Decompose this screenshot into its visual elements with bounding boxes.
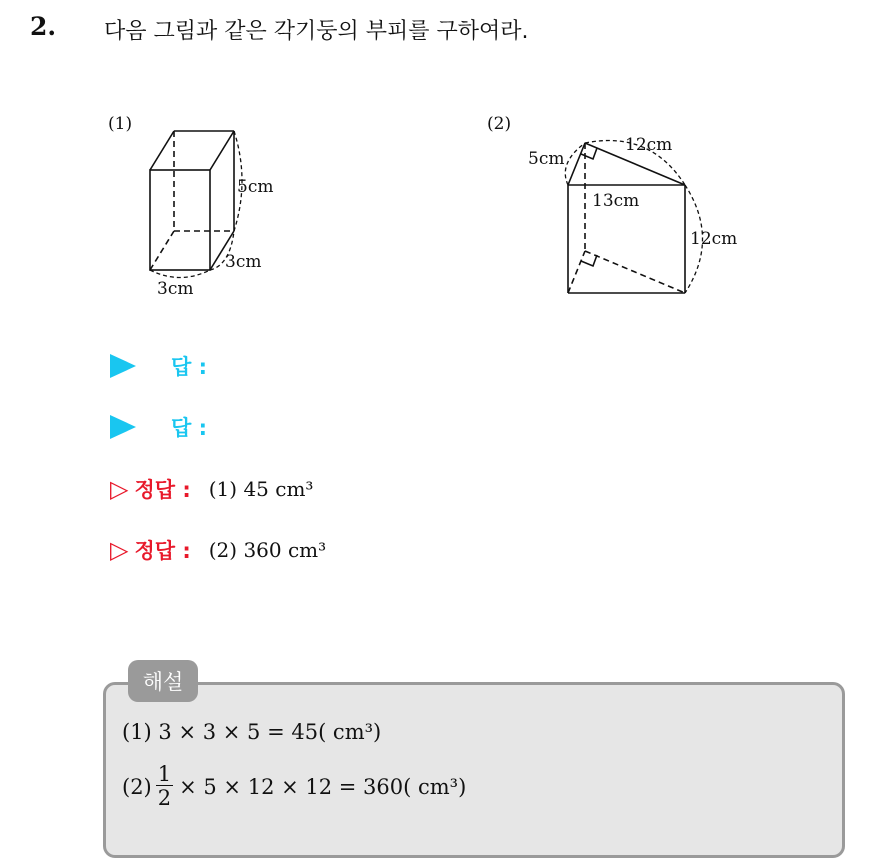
figure-1-label: (1) xyxy=(108,114,133,134)
answer-label-2: 답 : xyxy=(171,416,207,440)
question-text: 다음 그림과 같은 각기둥의 부피를 구하여라. xyxy=(104,19,529,44)
correct-answer-row-1 xyxy=(110,474,313,504)
fraction-one-half xyxy=(156,764,173,809)
fraction-denominator: 2 xyxy=(157,786,172,810)
answer-row-2 xyxy=(110,412,207,442)
figure-2-hyp: 13cm xyxy=(592,191,640,211)
question-number: 2. xyxy=(30,12,57,41)
answer-label-1: 답 : xyxy=(171,355,207,379)
correct-value-2: (2) 360 cm³ xyxy=(208,538,327,562)
figure-2-leg-a: 5cm xyxy=(528,149,565,169)
explanation-line-2 xyxy=(122,764,466,809)
figure-1-height: 5cm xyxy=(237,177,274,197)
explanation-line-1: (1) 3 × 3 × 5 = 45( cm³) xyxy=(122,720,382,744)
play-triangle-icon xyxy=(110,415,136,439)
explanation-line-2-prefix: (2) xyxy=(122,774,152,799)
correct-value-1: (1) 45 cm³ xyxy=(208,477,314,501)
outline-triangle-icon: ▷ xyxy=(110,536,129,564)
play-triangle-icon xyxy=(110,354,136,378)
fraction-numerator: 1 xyxy=(157,762,172,786)
correct-answer-row-2 xyxy=(110,535,326,565)
figure-1-prism xyxy=(100,105,290,305)
answer-row-1 xyxy=(110,351,207,381)
figure-2-label: (2) xyxy=(487,114,512,134)
figure-1-width: 3cm xyxy=(157,279,194,299)
correct-label-1: 정답 : xyxy=(134,478,191,502)
figure-2-height: 12cm xyxy=(690,229,738,249)
correct-label-2: 정답 : xyxy=(134,539,191,563)
outline-triangle-icon: ▷ xyxy=(110,475,129,503)
explanation-line-2-rest: × 5 × 12 × 12 = 360( cm³) xyxy=(179,774,467,799)
figure-1-depth: 3cm xyxy=(225,252,262,272)
figure-2-leg-b: 12cm xyxy=(625,135,673,155)
figure-2-prism xyxy=(480,105,770,305)
explanation-badge: 해설 xyxy=(128,660,198,702)
